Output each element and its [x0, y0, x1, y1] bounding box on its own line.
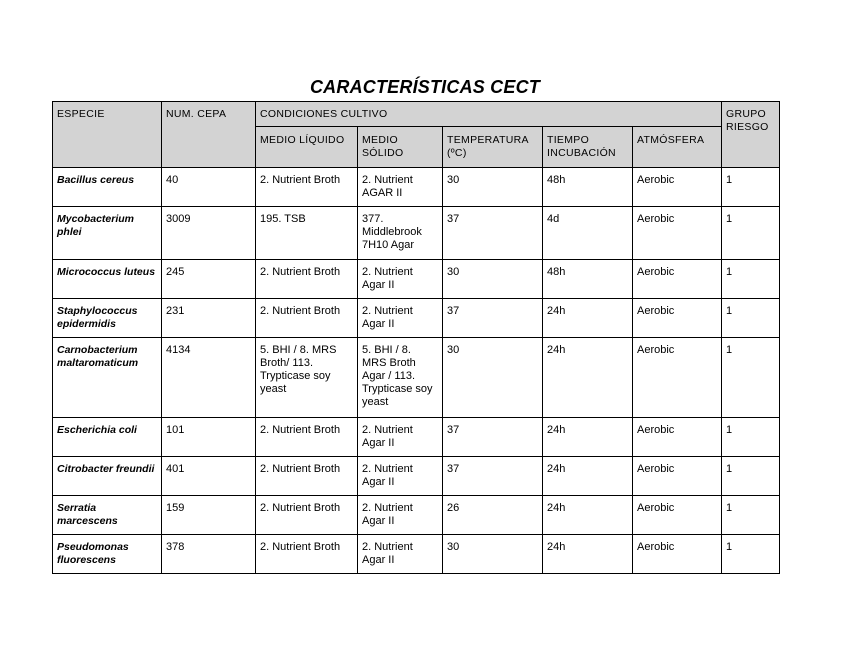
header-row-main: [53, 102, 780, 127]
cell-num-cepa: 245: [162, 260, 256, 299]
cell-especie: Escherichia coli: [53, 418, 162, 457]
cell-medio-solido: 377. Middlebrook 7H10 Agar: [358, 207, 443, 260]
cell-medio-solido: 2. Nutrient Agar II: [358, 457, 443, 496]
cell-num-cepa: 4134: [162, 338, 256, 418]
cell-atmosfera: Aerobic: [633, 207, 722, 260]
cell-medio-liquido: 2. Nutrient Broth: [256, 168, 358, 207]
cell-grupo-riesgo: 1: [722, 168, 780, 207]
header-grupo-riesgo: GRUPO RIESGO: [722, 102, 780, 168]
cell-medio-solido: 2. Nutrient Agar II: [358, 260, 443, 299]
cell-especie: Pseudomonas fluorescens: [53, 535, 162, 574]
cell-especie: Serratia marcescens: [53, 496, 162, 535]
cell-especie: Citrobacter freundii: [53, 457, 162, 496]
cell-tiempo: 24h: [543, 299, 633, 338]
table-row: [53, 418, 780, 457]
table-row: [53, 338, 780, 418]
cell-medio-liquido: 5. BHI / 8. MRS Broth/ 113. Trypticase soy yeast: [256, 338, 358, 418]
table-row: [53, 260, 780, 299]
cell-especie: Mycobacterium phlei: [53, 207, 162, 260]
cell-atmosfera: Aerobic: [633, 457, 722, 496]
cell-especie: Bacillus cereus: [53, 168, 162, 207]
cell-temperatura: 37: [443, 299, 543, 338]
cell-grupo-riesgo: 1: [722, 496, 780, 535]
page-title: CARACTERÍSTICAS CECT: [309, 77, 540, 97]
cell-tiempo: 48h: [543, 168, 633, 207]
header-condiciones-cultivo: CONDICIONES CULTIVO: [256, 102, 722, 127]
cell-grupo-riesgo: 1: [722, 299, 780, 338]
cell-especie: Carnobacterium maltaromaticum: [53, 338, 162, 418]
cell-grupo-riesgo: 1: [722, 457, 780, 496]
cell-tiempo: 24h: [543, 535, 633, 574]
cell-grupo-riesgo: 1: [722, 418, 780, 457]
cell-tiempo: 24h: [543, 496, 633, 535]
cell-tiempo: 24h: [543, 457, 633, 496]
cell-atmosfera: Aerobic: [633, 418, 722, 457]
cell-tiempo: 48h: [543, 260, 633, 299]
cell-tiempo: 24h: [543, 338, 633, 418]
cell-especie: Micrococcus luteus: [53, 260, 162, 299]
cell-temperatura: 30: [443, 260, 543, 299]
cell-grupo-riesgo: 1: [722, 535, 780, 574]
cell-grupo-riesgo: 1: [722, 338, 780, 418]
header-medio-solido: MEDIO SÓLIDO: [358, 127, 443, 168]
cell-temperatura: 26: [443, 496, 543, 535]
cell-medio-liquido: 2. Nutrient Broth: [256, 496, 358, 535]
cell-num-cepa: 401: [162, 457, 256, 496]
table-row: [53, 168, 780, 207]
cell-grupo-riesgo: 1: [722, 260, 780, 299]
cell-atmosfera: Aerobic: [633, 535, 722, 574]
cell-medio-solido: 2. Nutrient Agar II: [358, 299, 443, 338]
cell-num-cepa: 378: [162, 535, 256, 574]
cell-medio-liquido: 2. Nutrient Broth: [256, 457, 358, 496]
cell-temperatura: 30: [443, 535, 543, 574]
cell-tiempo: 24h: [543, 418, 633, 457]
cell-medio-liquido: 2. Nutrient Broth: [256, 418, 358, 457]
cell-num-cepa: 159: [162, 496, 256, 535]
cell-atmosfera: Aerobic: [633, 299, 722, 338]
cell-atmosfera: Aerobic: [633, 260, 722, 299]
cell-medio-liquido: 2. Nutrient Broth: [256, 299, 358, 338]
table-row: [53, 535, 780, 574]
strains-table: [52, 101, 780, 574]
cell-atmosfera: Aerobic: [633, 338, 722, 418]
cell-medio-solido: 2. Nutrient Agar II: [358, 418, 443, 457]
cell-medio-liquido: 2. Nutrient Broth: [256, 260, 358, 299]
cell-temperatura: 37: [443, 418, 543, 457]
cell-temperatura: 37: [443, 457, 543, 496]
table-row: [53, 207, 780, 260]
cell-temperatura: 37: [443, 207, 543, 260]
cell-num-cepa: 101: [162, 418, 256, 457]
cell-temperatura: 30: [443, 168, 543, 207]
cell-atmosfera: Aerobic: [633, 168, 722, 207]
header-medio-liquido: MEDIO LÍQUIDO: [256, 127, 358, 168]
cell-temperatura: 30: [443, 338, 543, 418]
cell-medio-solido: 2. Nutrient Agar II: [358, 496, 443, 535]
cell-medio-liquido: 195. TSB: [256, 207, 358, 260]
cell-grupo-riesgo: 1: [722, 207, 780, 260]
header-temperatura: TEMPERATURA (ºC): [443, 127, 543, 168]
cell-medio-solido: 2. Nutrient Agar II: [358, 535, 443, 574]
cell-tiempo: 4d: [543, 207, 633, 260]
header-num-cepa: NUM. CEPA: [162, 102, 256, 168]
table-row: [53, 299, 780, 338]
cell-medio-solido: 5. BHI / 8. MRS Broth Agar / 113. Trypticase soy yeast: [358, 338, 443, 418]
cell-num-cepa: 40: [162, 168, 256, 207]
cell-medio-solido: 2. Nutrient AGAR II: [358, 168, 443, 207]
cell-atmosfera: Aerobic: [633, 496, 722, 535]
header-especie: ESPECIE: [53, 102, 162, 168]
table-row: [53, 457, 780, 496]
cell-num-cepa: 3009: [162, 207, 256, 260]
cell-medio-liquido: 2. Nutrient Broth: [256, 535, 358, 574]
header-atmosfera: ATMÓSFERA: [633, 127, 722, 168]
cell-especie: Staphylococcus epidermidis: [53, 299, 162, 338]
cell-num-cepa: 231: [162, 299, 256, 338]
table-row: [53, 496, 780, 535]
header-tiempo-incubacion: TIEMPO INCUBACIÓN: [543, 127, 633, 168]
